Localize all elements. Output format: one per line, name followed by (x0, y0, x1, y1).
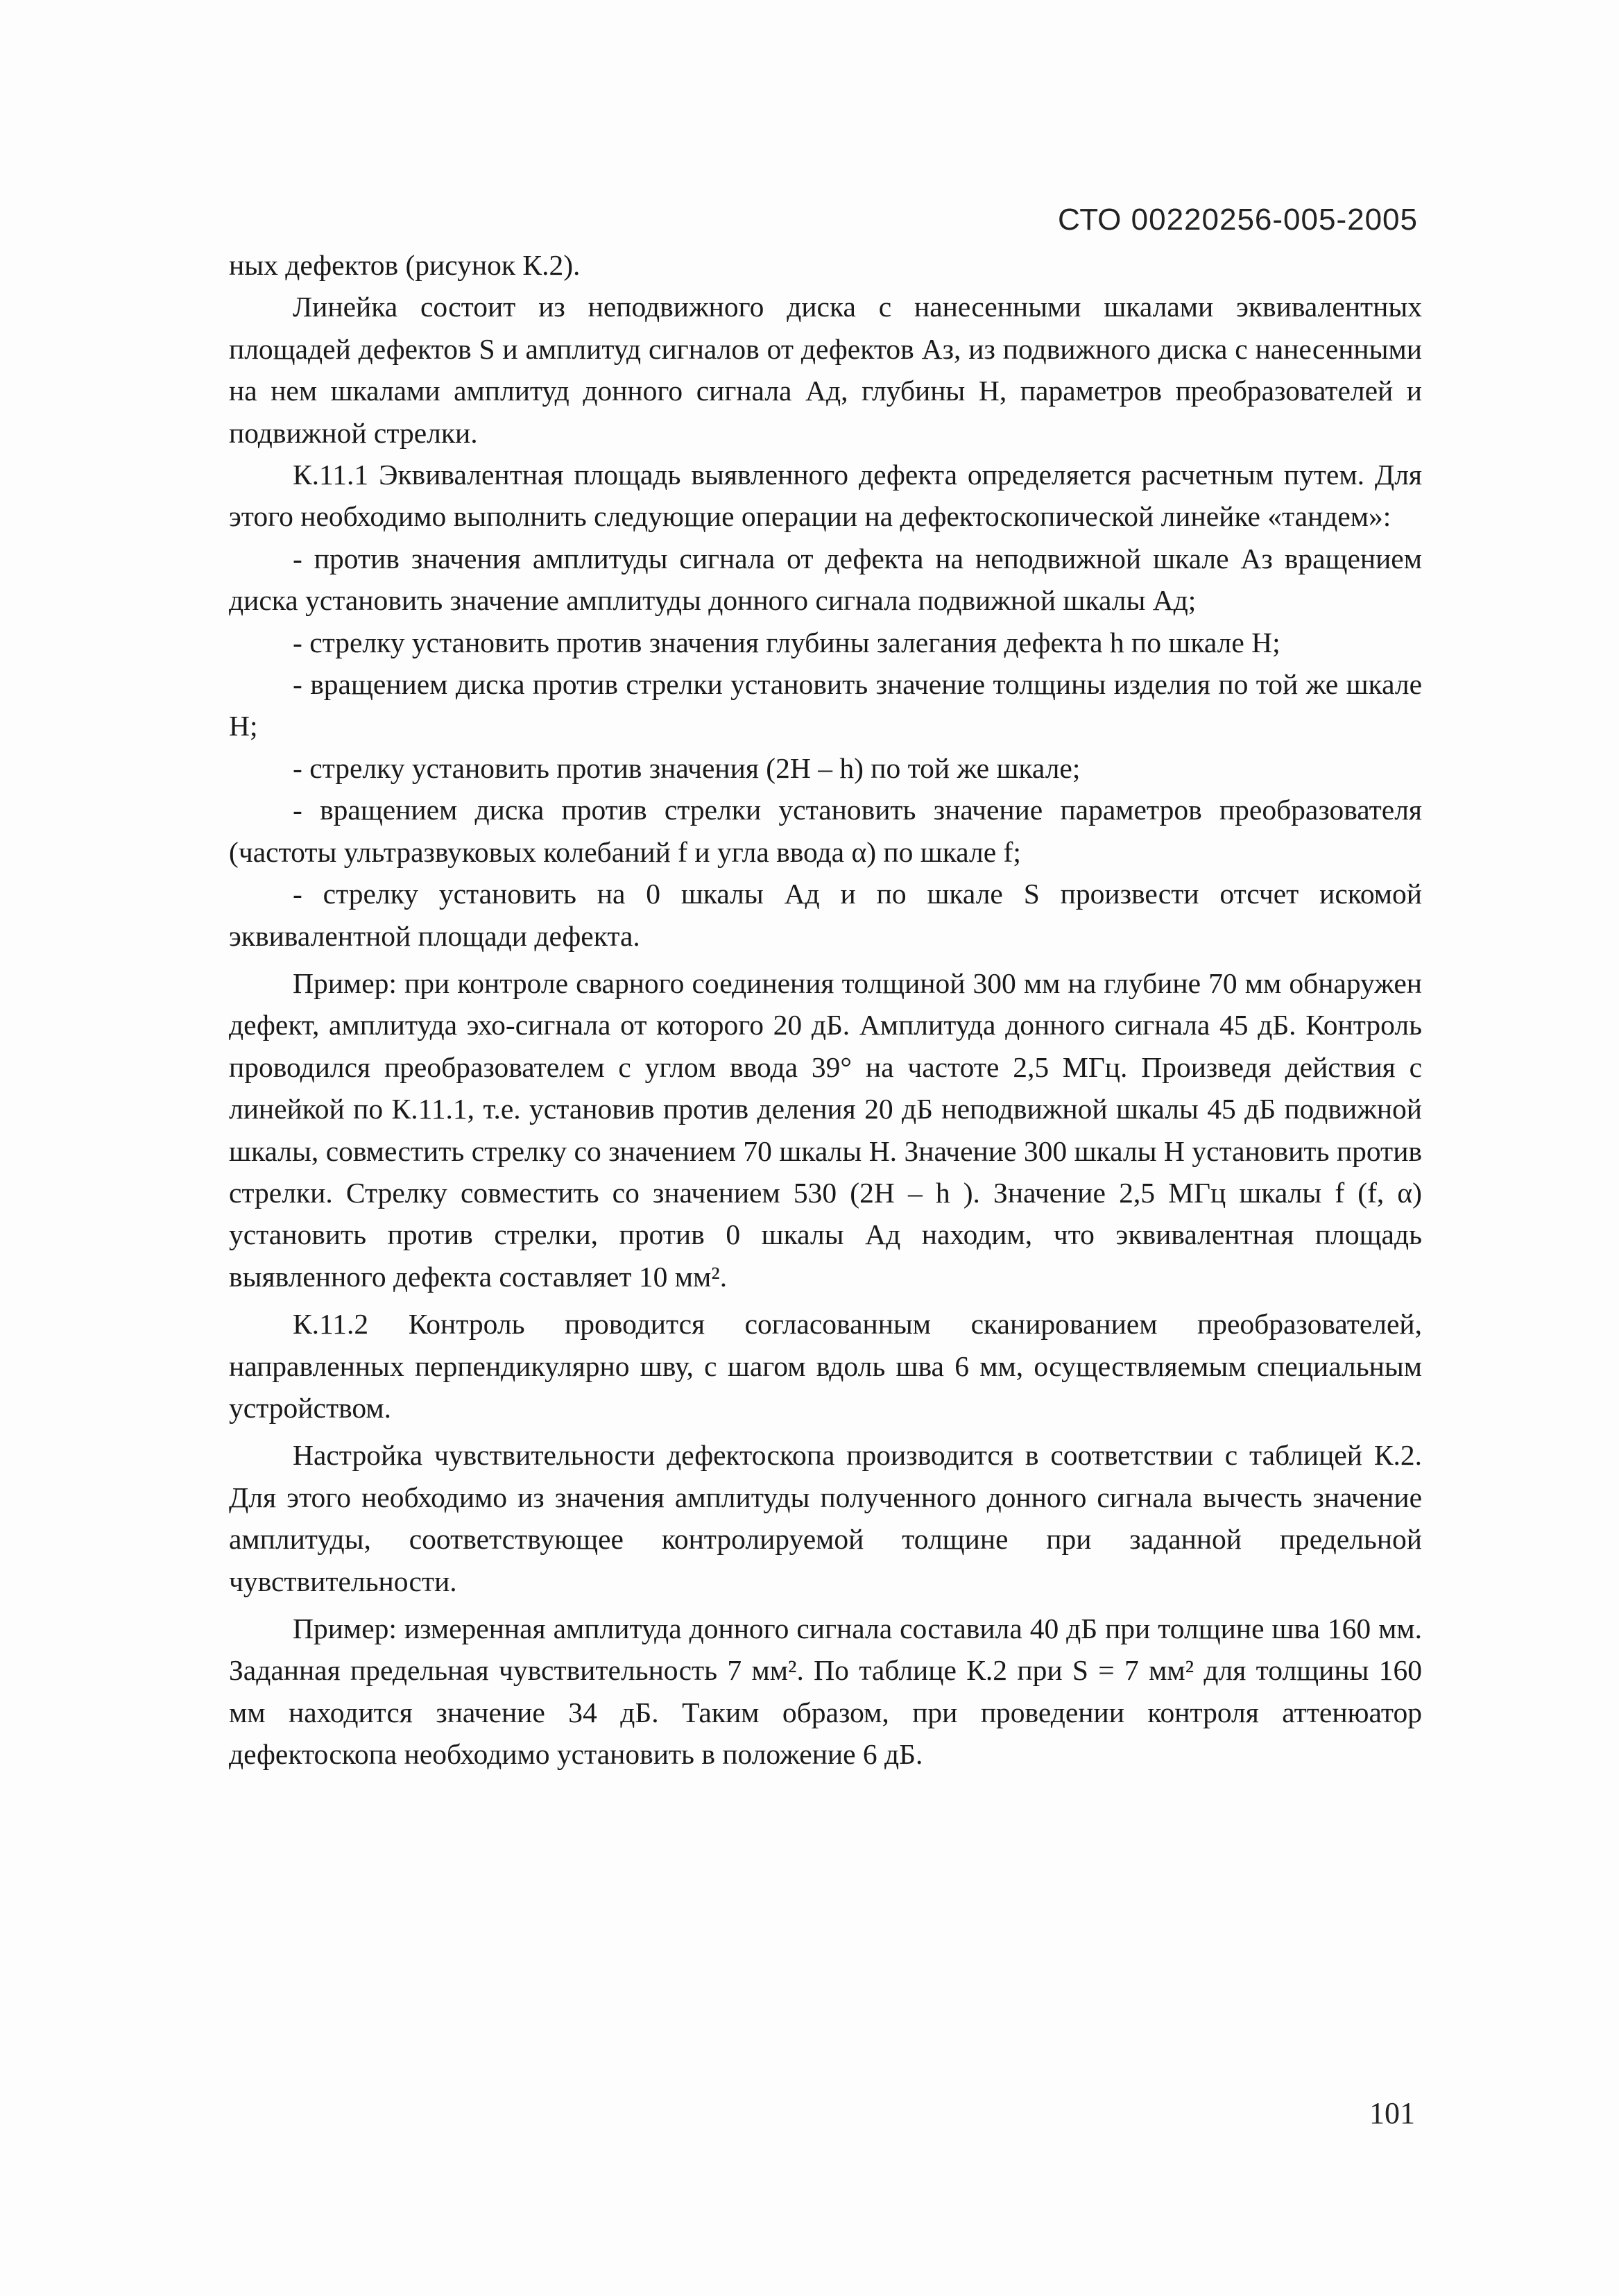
list-item-step-3: - вращением диска против стрелки установить значение толщины изделия по той же шкале H; (229, 668, 1422, 742)
paragraph-sensitivity-setup: Настройка чувствительности дефектоскопа производится в соответствии с таблицей К.2. Для этого необходимо из значения амплитуды полученного донного сигнала вычесть значение амплитуды, соответствующее контролируемой толщине при заданной предельной чувствительности. (229, 1439, 1422, 1597)
paragraph-example-2: Пример: измеренная амплитуда донного сигнала составила 40 дБ при толщине шва 160 мм. Заданная предельная чувствительность 7 мм². По таблице К.2 при S = 7 мм² для толщины 160 мм находится значение 34 дБ. Таким образом, при проведении контроля аттенюатор дефектоскопа необходимо установить в положение 6 дБ. (229, 1613, 1422, 1771)
list-item-step-5: - вращением диска против стрелки установить значение параметров преобразователя (частоты ультразвуковых колебаний f и угла ввода α) по шкале f; (229, 794, 1422, 868)
list-item-step-1: - против значения амплитуды сигнала от дефекта на неподвижной шкале Aз вращением диска установить значение амплитуды донного сигнала подвижной шкалы Aд; (229, 542, 1422, 617)
paragraph-k11-1: К.11.1 Эквивалентная площадь выявленного дефекта определяется расчетным путем. Для этого необходимо выполнить следующие операции на дефектоскопической линейке «тандем»: (229, 459, 1422, 533)
paragraph-k11-2: К.11.2 Контроль проводится согласованным сканированием преобразователей, направленных перпендикулярно шву, с шагом вдоль шва 6 мм, осуществляемым специальным устройством. (229, 1308, 1422, 1424)
body-text (229, 244, 1422, 1776)
list-item-step-2: - стрелку установить против значения глубины залегания дефекта h по шкале H; (293, 626, 1280, 658)
page-number: 101 (1369, 2096, 1415, 2130)
list-item-step-6: - стрелку установить на 0 шкалы Aд и по шкале S произвести отсчет искомой эквивалентной площади дефекта. (229, 878, 1422, 952)
document-code-header: СТО 00220256-005-2005 (1057, 203, 1418, 237)
paragraph-ruler-description: Линейка состоит из неподвижного диска с нанесенными шкалами эквивалентных площадей дефектов S и амплитуд сигналов от дефектов Aз, из подвижного диска с нанесенными на нем шкалами амплитуд донного сигнала Aд, глубины H, параметров преобразователей и подвижной стрелки. (229, 291, 1422, 449)
list-item-step-4: - стрелку установить против значения (2H – h) по той же шкале; (293, 751, 1081, 784)
paragraph-example-1: Пример: при контроле сварного соединения толщиной 300 мм на глубине 70 мм обнаружен дефект, амплитуда эхо-сигнала от которого 20 дБ. Амплитуда донного сигнала 45 дБ. Контроль проводился преобразователем с углом ввода 39° на частоте 2,5 МГц. Произведя действия с линейкой по К.11.1, т.е. установив против деления 20 дБ неподвижной шкалы 45 дБ подвижной шкалы, совместить стрелку со значением 70 шкалы H. Значение 300 шкалы H установить против стрелки. Стрелку совместить со значением 530 (2H – h ). Значение 2,5 МГц шкалы f (f, α) установить против стрелки, против 0 шкалы Aд находим, что эквивалентная площадь выявленного дефекта составляет 10 мм². (229, 967, 1422, 1293)
paragraph-continuation: ных дефектов (рисунок К.2). (229, 249, 581, 281)
